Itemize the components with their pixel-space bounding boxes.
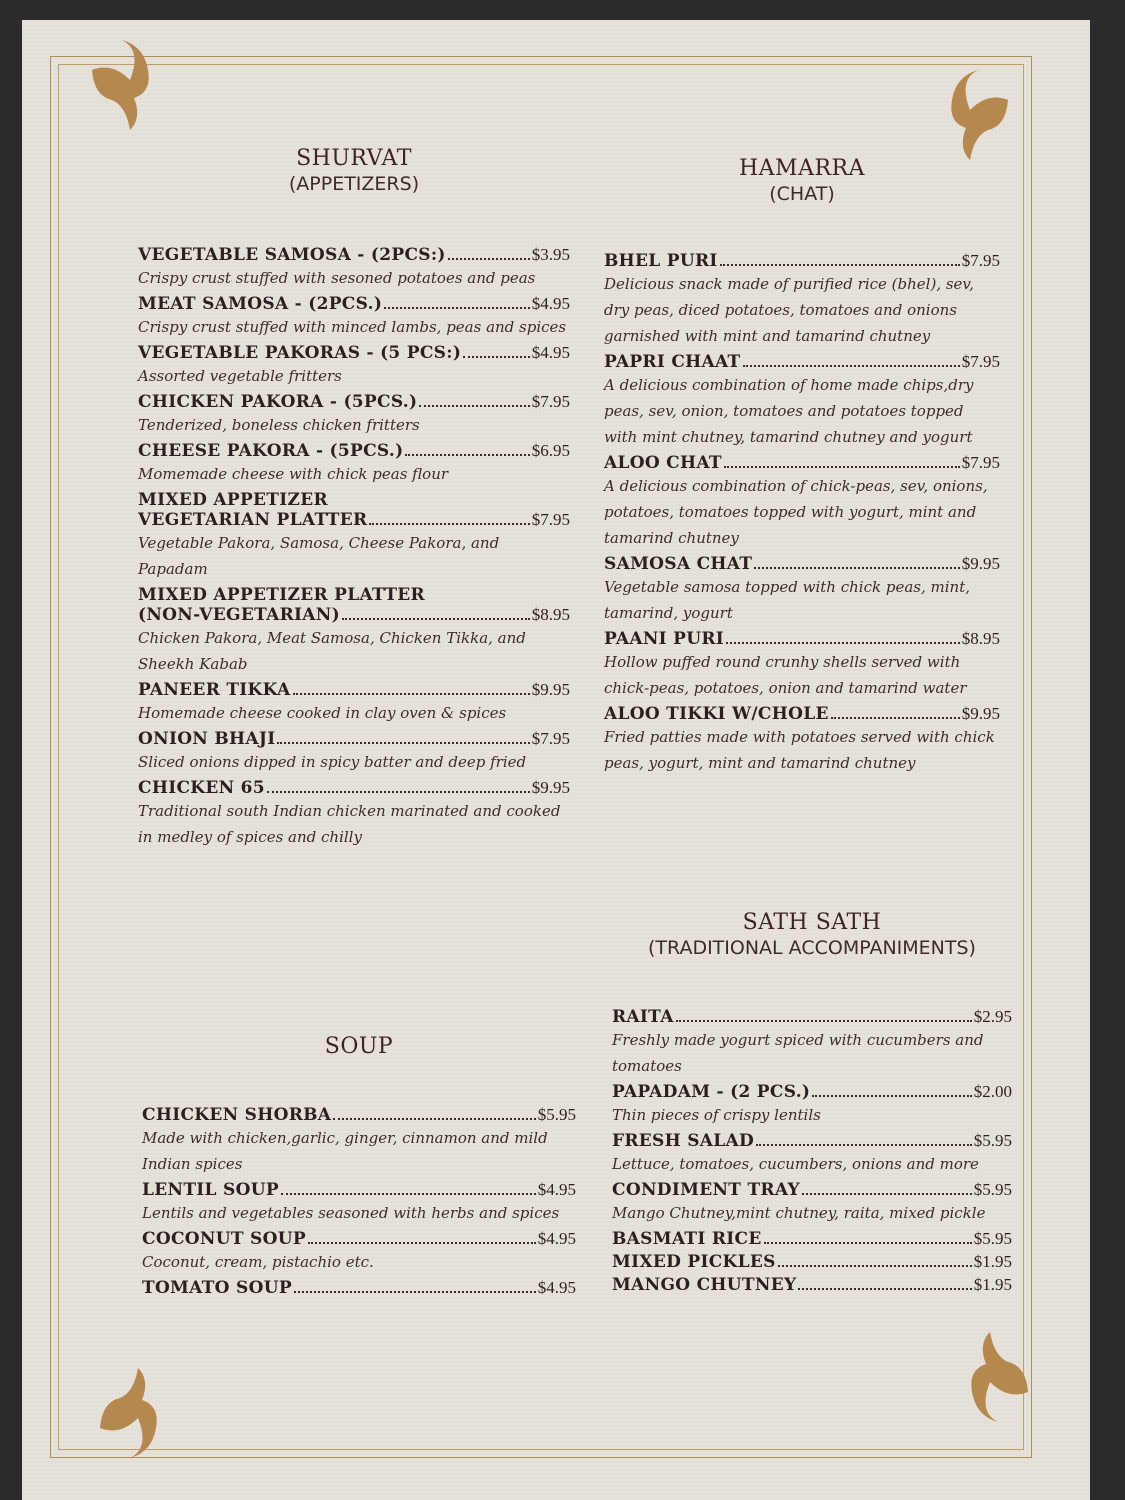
item-price: $9.95 (961, 554, 1000, 573)
item-description: Lentils and vegetables seasoned with herbs and spices (142, 1204, 560, 1222)
chat-section (604, 156, 1000, 779)
item-description: Tenderized, boneless chicken fritters (138, 416, 420, 434)
menu-item (142, 1105, 576, 1177)
item-price: $5.95 (973, 1131, 1012, 1150)
dot-leader (448, 258, 530, 260)
item-name: CHICKEN SHORBA (142, 1105, 332, 1125)
menu-item (612, 1275, 1012, 1295)
item-name: CHICKEN 65 (138, 778, 265, 798)
item-line (138, 392, 570, 412)
corner-ornament-icon (82, 40, 172, 130)
menu-item (142, 1278, 576, 1298)
dot-leader (342, 618, 530, 620)
dot-leader (463, 356, 530, 358)
item-description: Lettuce, tomatoes, cucumbers, onions and more (612, 1155, 979, 1173)
soup-section (142, 1034, 576, 1301)
item-name: VEGETARIAN PLATTER (138, 510, 368, 530)
item-price: $7.95 (531, 729, 570, 748)
item-line (604, 251, 1000, 271)
item-line (138, 729, 570, 749)
item-name: CONDIMENT TRAY (612, 1180, 800, 1200)
item-name: PANEER TIKKA (138, 680, 291, 700)
soup-header (142, 1034, 576, 1059)
item-description: Chicken Pakora, Meat Samosa, Chicken Tikka, and Sheekh Kabab (138, 629, 526, 673)
item-description: A delicious combination of home made chips,dry peas, sev, onion, tomatoes and potatoes topped with mint chutney, tamarind chutney and yogurt (604, 376, 974, 446)
item-price: $2.00 (973, 1082, 1012, 1101)
item-price: $1.95 (973, 1275, 1012, 1294)
dot-leader (277, 742, 529, 744)
accompaniments-list (612, 1007, 1012, 1295)
item-price: $7.95 (961, 453, 1000, 472)
section-title: SHURVAT (296, 146, 412, 171)
item-description: Momemade cheese with chick peas flour (138, 465, 449, 483)
dot-leader (743, 365, 960, 367)
accompaniments-section (612, 910, 1012, 1298)
menu-item (612, 1007, 1012, 1079)
dot-leader (384, 307, 530, 309)
item-price: $8.95 (531, 605, 570, 624)
item-line (142, 1180, 576, 1200)
item-name: SAMOSA CHAT (604, 554, 753, 574)
item-name: MANGO CHUTNEY (612, 1275, 797, 1295)
item-line (612, 1252, 1012, 1272)
item-name: VEGETABLE PAKORAS - (5 PCS:) (138, 343, 462, 363)
section-title: HAMARRA (738, 156, 865, 181)
item-description: Thin pieces of crispy lentils (612, 1106, 821, 1124)
menu-item (138, 343, 570, 389)
item-line (604, 352, 1000, 372)
dot-leader (333, 1118, 535, 1120)
item-price: $9.95 (531, 680, 570, 699)
section-subtitle: (TRADITIONAL ACCOMPANIMENTS) (648, 937, 976, 959)
item-name: CHEESE PAKORA - (5PCS.) (138, 441, 404, 461)
item-line (604, 629, 1000, 649)
item-line (138, 343, 570, 363)
item-line (138, 605, 570, 625)
item-name-top: MIXED APPETIZER PLATTER (138, 585, 425, 605)
soup-list (142, 1105, 576, 1298)
item-line (612, 1082, 1012, 1102)
item-description: Fried patties made with potatoes served with chick peas, yogurt, mint and tamarind chutney (604, 728, 995, 772)
chat-list (604, 251, 1000, 776)
item-price: $7.95 (961, 352, 1000, 371)
item-description: Coconut, cream, pistachio etc. (142, 1253, 374, 1271)
item-description: Delicious snack made of purified rice (bhel), sev, dry peas, diced potatoes, tomatoes and onions garnished with mint and tamarind chutney (604, 275, 974, 345)
menu-item (138, 441, 570, 487)
dot-leader (369, 523, 529, 525)
dot-leader (754, 567, 959, 569)
item-name: CHICKEN PAKORA - (5PCS.) (138, 392, 418, 412)
item-price: $4.95 (531, 294, 570, 313)
chat-header (604, 156, 1000, 205)
menu-item (138, 392, 570, 438)
dot-leader (281, 1193, 536, 1195)
corner-ornament-icon (90, 1368, 180, 1458)
dot-leader (724, 466, 960, 468)
menu-item (604, 704, 1000, 776)
appetizers-list (138, 245, 570, 850)
item-line (604, 453, 1000, 473)
dot-leader (308, 1242, 536, 1244)
item-line (138, 510, 570, 530)
menu-item (138, 585, 570, 677)
corner-ornament-icon (928, 70, 1018, 160)
appetizers-header (138, 146, 570, 195)
menu-item (138, 680, 570, 726)
menu-item (138, 729, 570, 775)
item-price: $5.95 (537, 1105, 576, 1124)
item-description: Vegetable Pakora, Samosa, Cheese Pakora, and Papadam (138, 534, 500, 578)
dot-leader (812, 1095, 971, 1097)
section-title: SATH SATH (742, 910, 882, 935)
item-name: (NON-VEGETARIAN) (138, 605, 340, 625)
item-line (138, 778, 570, 798)
item-line (612, 1180, 1012, 1200)
item-price: $5.95 (973, 1180, 1012, 1199)
item-price: $9.95 (961, 704, 1000, 723)
item-name: BHEL PURI (604, 251, 718, 271)
dot-leader (405, 454, 529, 456)
dot-leader (802, 1193, 972, 1195)
item-name: ONION BHAJI (138, 729, 276, 749)
item-line (604, 554, 1000, 574)
item-name: BASMATI RICE (612, 1229, 762, 1249)
item-name: RAITA (612, 1007, 674, 1027)
item-price: $4.95 (531, 343, 570, 362)
item-description: Assorted vegetable fritters (138, 367, 342, 385)
item-description: Hollow puffed round crunhy shells served with chick-peas, potatoes, onion and tamarind water (604, 653, 967, 697)
item-name: TOMATO SOUP (142, 1278, 292, 1298)
item-line (142, 1105, 576, 1125)
item-line (138, 294, 570, 314)
item-price: $7.95 (531, 392, 570, 411)
menu-item (604, 629, 1000, 701)
appetizers-section (138, 146, 570, 853)
item-name: MIXED PICKLES (612, 1252, 776, 1272)
item-name: LENTIL SOUP (142, 1180, 279, 1200)
menu-item (138, 490, 570, 582)
dot-leader (419, 405, 529, 407)
item-line (612, 1275, 1012, 1295)
item-line (612, 1229, 1012, 1249)
item-name: PAPRI CHAAT (604, 352, 741, 372)
menu-item (612, 1082, 1012, 1128)
menu-item (612, 1252, 1012, 1272)
item-line (142, 1278, 576, 1298)
item-price: $7.95 (531, 510, 570, 529)
dot-leader (798, 1288, 971, 1290)
item-name: PAANI PURI (604, 629, 725, 649)
menu-item (604, 554, 1000, 626)
dot-leader (267, 791, 530, 793)
dot-leader (726, 642, 960, 644)
item-price: $6.95 (531, 441, 570, 460)
menu-item (612, 1180, 1012, 1226)
item-price: $4.95 (537, 1229, 576, 1248)
menu-item (138, 245, 570, 291)
corner-ornament-icon (948, 1332, 1038, 1422)
item-line (142, 1229, 576, 1249)
item-description: Made with chicken,garlic, ginger, cinnamon and mild Indian spices (142, 1129, 548, 1173)
item-description: Sliced onions dipped in spicy batter and deep fried (138, 753, 527, 771)
menu-item (138, 294, 570, 340)
item-description: A delicious combination of chick-peas, sev, onions, potatoes, tomatoes topped with yogurt, mint and tamarind chutney (604, 477, 988, 547)
section-title: SOUP (324, 1034, 394, 1059)
item-name-top: MIXED APPETIZER (138, 490, 328, 510)
dot-leader (764, 1242, 972, 1244)
accompaniments-header (612, 910, 1012, 959)
item-line (604, 704, 1000, 724)
item-name: ALOO CHAT (604, 453, 722, 473)
item-name: FRESH SALAD (612, 1131, 755, 1151)
item-name: MEAT SAMOSA - (2PCS.) (138, 294, 383, 314)
dot-leader (293, 693, 530, 695)
item-line (612, 1007, 1012, 1027)
dot-leader (294, 1291, 536, 1293)
item-price: $3.95 (531, 245, 570, 264)
item-line (612, 1131, 1012, 1151)
item-description: Traditional south Indian chicken marinated and cooked in medley of spices and chilly (138, 802, 561, 846)
item-name: PAPADAM - (2 PCS.) (612, 1082, 811, 1102)
menu-item (142, 1180, 576, 1226)
menu-item (612, 1131, 1012, 1177)
dot-leader (778, 1265, 972, 1267)
item-price: $2.95 (973, 1007, 1012, 1026)
item-price: $4.95 (537, 1180, 576, 1199)
menu-item (604, 352, 1000, 450)
item-description: Mango Chutney,mint chutney, raita, mixed pickle (612, 1204, 986, 1222)
item-description: Crispy crust stuffed with sesoned potatoes and peas (138, 269, 536, 287)
section-subtitle: (CHAT) (769, 183, 835, 205)
item-price: $4.95 (537, 1278, 576, 1297)
item-price: $7.95 (961, 251, 1000, 270)
item-description: Vegetable samosa topped with chick peas, mint, tamarind, yogurt (604, 578, 970, 622)
dot-leader (756, 1144, 972, 1146)
item-description: Homemade cheese cooked in clay oven & spices (138, 704, 507, 722)
section-subtitle: (APPETIZERS) (288, 173, 420, 195)
item-line (138, 245, 570, 265)
dot-leader (676, 1020, 972, 1022)
menu-item (604, 453, 1000, 551)
menu-item (138, 778, 570, 850)
item-description: Freshly made yogurt spiced with cucumbers and tomatoes (612, 1031, 984, 1075)
menu-item (604, 251, 1000, 349)
item-price: $5.95 (973, 1229, 1012, 1248)
item-name: VEGETABLE SAMOSA - (2PCS:) (138, 245, 446, 265)
menu-item (612, 1229, 1012, 1249)
item-price: $1.95 (973, 1252, 1012, 1271)
item-description: Crispy crust stuffed with minced lambs, peas and spices (138, 318, 567, 336)
item-price: $8.95 (961, 629, 1000, 648)
dot-leader (720, 264, 960, 266)
item-line (138, 441, 570, 461)
item-line (138, 680, 570, 700)
item-price: $9.95 (531, 778, 570, 797)
menu-item (142, 1229, 576, 1275)
item-name: COCONUT SOUP (142, 1229, 306, 1249)
dot-leader (831, 717, 960, 719)
item-name: ALOO TIKKI W/CHOLE (604, 704, 829, 724)
